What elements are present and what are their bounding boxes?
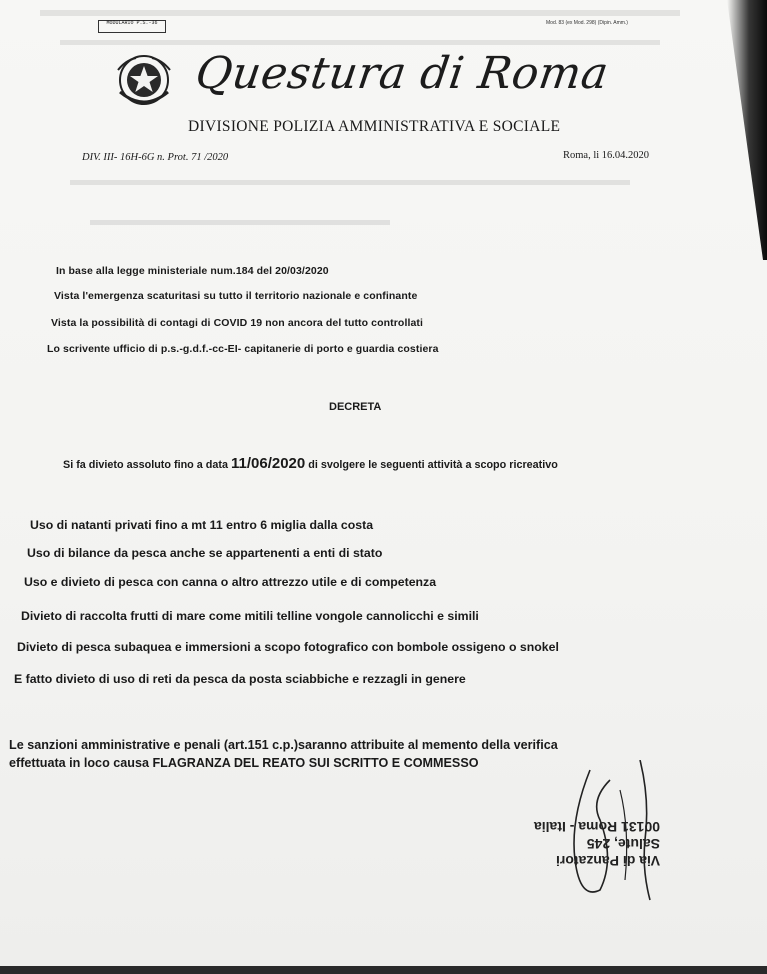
prohibition-outro: di svolgere le seguenti attività a scopo ricreativo	[308, 459, 558, 471]
scan-bottom-edge	[0, 966, 767, 974]
place-date: Roma, li 16.04.2020	[563, 150, 650, 161]
activity-item: Uso di bilance da pesca anche se appartenenti a enti di stato	[27, 546, 383, 560]
preamble-line: Vista l'emergenza scaturitasi su tutto il territorio nazionale e confinante	[54, 290, 418, 302]
prohibition-statement	[63, 455, 558, 472]
preamble-line: Vista la possibilità di contagi di COVID 19 non ancora del tutto controllati	[51, 317, 424, 329]
office-name: Questura di Roma	[192, 48, 612, 99]
sanctions-line: Le sanzioni amministrative e penali (art.151 c.p.)saranno attribuite al memento della verifica	[9, 738, 558, 752]
modulario-stamp: MODULARIO P.S.-36	[98, 20, 166, 33]
activity-item: Uso di natanti privati fino a mt 11 entro 6 miglia dalla costa	[30, 518, 374, 532]
stamp-line: Via di Panzatori	[556, 853, 660, 869]
rubber-stamp-address	[500, 818, 660, 869]
sanctions-line: effettuata in loco causa FLAGRANZA DEL REATO SUI SCRITTO E COMMESSO	[9, 756, 479, 770]
form-reference: Mod. 83 (ex Mod. 298) (Dipin. Amm.)	[546, 20, 628, 26]
preamble-line: In base alla legge ministeriale num.184 del 20/03/2020	[56, 265, 329, 277]
division-name: DIVISIONE POLIZIA AMMINISTRATIVA E SOCIALE	[188, 118, 561, 135]
stamp-line: Salute, 245	[586, 836, 660, 852]
italian-republic-emblem-icon	[112, 52, 176, 108]
preamble-line: Lo scrivente ufficio di p.s.-g.d.f.-cc-EI- capitanerie di porto e guardia costiera	[47, 343, 439, 355]
activity-item: Divieto di raccolta frutti di mare come mitili telline vongole cannolicchi e simili	[21, 609, 479, 623]
protocol-number: DIV. III- 16H-6G n. Prot. 71 /2020	[82, 152, 229, 163]
decreta-heading: DECRETA	[329, 401, 382, 413]
prohibition-intro: Si fa divieto assoluto fino a data	[63, 459, 228, 471]
activity-item: Divieto di pesca subaquea e immersioni a scopo fotografico con bombole ossigeno o snokel	[17, 640, 559, 654]
stamp-line: 00131 Roma - Italia	[533, 819, 660, 835]
prohibition-date: 11/06/2020	[230, 455, 306, 472]
activity-item: Uso e divieto di pesca con canna o altro attrezzo utile e di competenza	[24, 575, 437, 589]
activity-item: E fatto divieto di uso di reti da pesca da posta sciabbiche e rezzagli in genere	[14, 672, 466, 686]
